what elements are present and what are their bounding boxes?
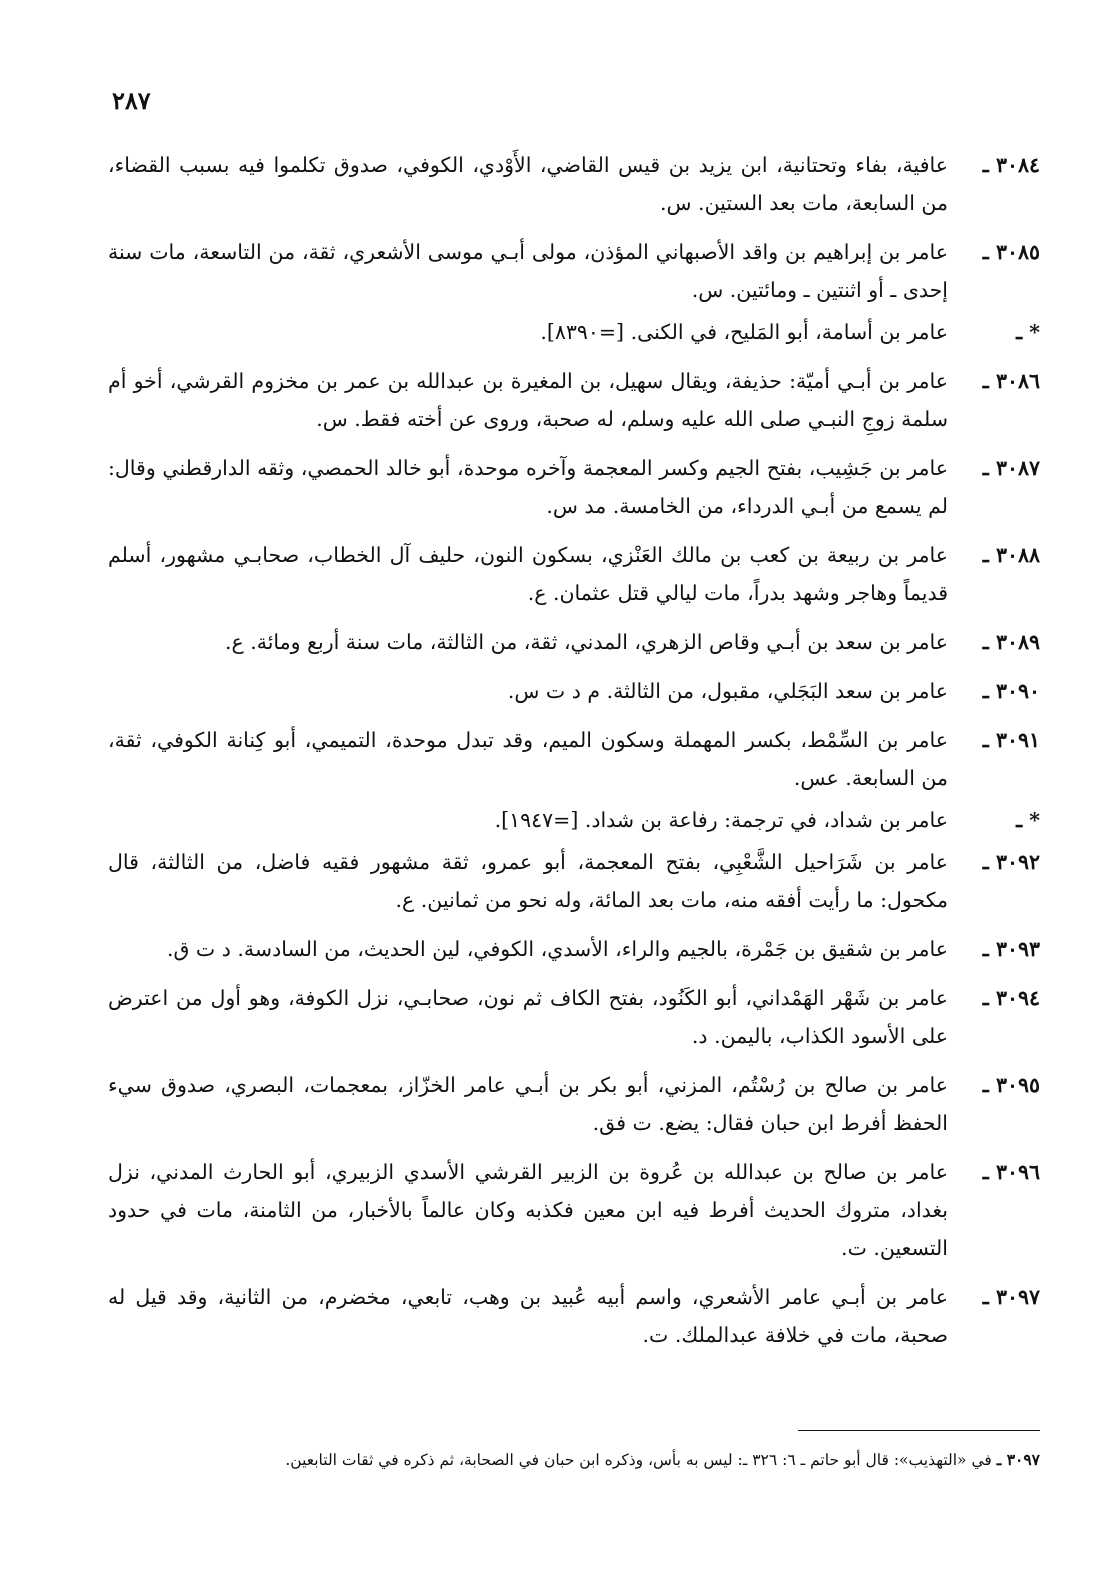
page-number: ٢٨٧ — [112, 86, 151, 115]
entry-3088 — [108, 536, 1040, 612]
entry-text: عامر بن أسامة، أبو المَليح، في الكنى. [=٨٣٩٠]. — [540, 320, 948, 344]
entry-text: عامر بن سعد البَجَلي، مقبول، من الثالثة. م د ت س. — [507, 679, 948, 703]
entry-number: ٣٠٩٦ ـ — [982, 1160, 1040, 1184]
entry-3096 — [108, 1153, 1040, 1267]
entry-star-marker: * ـ — [1016, 320, 1040, 344]
entry-3093 — [108, 930, 1040, 968]
entry-3084 — [108, 146, 1040, 222]
entry-number: ٣٠٩٤ ـ — [982, 986, 1040, 1010]
entry-3085 — [108, 233, 1040, 309]
entry-number: ٣٠٩٥ ـ — [982, 1073, 1040, 1097]
entry-number: ٣٠٨٥ ـ — [982, 240, 1040, 264]
entry-3089 — [108, 623, 1040, 661]
entry-number: ٣٠٨٤ ـ — [982, 153, 1040, 177]
entry-number: ٣٠٩٣ ـ — [982, 937, 1040, 961]
footnote — [120, 1446, 1040, 1474]
entry-text: عامر بن السِّمْط، بكسر المهملة وسكون الميم، وقد تبدل موحدة، التميمي، أبو كِنانة الكوفي، ثقة، من السابعة. عس. — [108, 728, 948, 790]
footnote-text: في «التهذيب»: قال أبو حاتم ـ ٦: ٣٢٦ ـ: ليس به بأس، وذكره ابن حبان في الصحابة، ثم ذكره في ثقات التابعين. — [285, 1451, 992, 1469]
entry-3092 — [108, 843, 1040, 919]
entry-text: عامر بن شقيق بن جَمْرة، بالجيم والراء، الأسدي، الكوفي، لين الحديث، من السادسة. د ت ق. — [166, 937, 948, 961]
entry-3097 — [108, 1278, 1040, 1354]
entry-number: ٣٠٨٨ ـ — [982, 543, 1040, 567]
entry-3086 — [108, 362, 1040, 438]
entry-3087 — [108, 449, 1040, 525]
cross-reference-entry — [108, 801, 1040, 839]
entry-number: ٣٠٩٧ ـ — [982, 1285, 1040, 1309]
entry-number: ٣٠٨٧ ـ — [982, 456, 1040, 480]
entry-number: ٣٠٩٢ ـ — [982, 850, 1040, 874]
entry-number: ٣٠٩١ ـ — [982, 728, 1040, 752]
entry-3094 — [108, 979, 1040, 1055]
footnote-number: ٣٠٩٧ ـ — [996, 1450, 1040, 1469]
entry-number: ٣٠٨٦ ـ — [982, 369, 1040, 393]
entry-text: عامر بن صالح بن عبدالله بن عُروة بن الزبير القرشي الأسدي الزبيري، أبو الحارث المدني، نزل بغداد، متروك الحديث أفرط فيه ابن معين فكذبه وكان عالماً بالأخبار، من الثامنة، مات في حدود التسعين. ت. — [108, 1160, 948, 1260]
entry-number: ٣٠٨٩ ـ — [982, 630, 1040, 654]
entry-text: عامر بن صالح بن رُسْتُم، المزني، أبو بكر بن أبـي عامر الخزّاز، بمعجمات، البصري، صدوق سيء الحفظ أفرط ابن حبان فقال: يضع. ت فق. — [108, 1073, 948, 1135]
entry-3091 — [108, 721, 1040, 797]
entries-list — [108, 146, 1040, 1365]
entry-3090 — [108, 672, 1040, 710]
entry-text: عامر بن شَهْر الهَمْداني، أبو الكَنُود، بفتح الكاف ثم نون، صحابـي، نزل الكوفة، وهو أول من اعترض على الأسود الكذاب، باليمن. د. — [108, 986, 948, 1048]
entry-text: عامر بن جَشِيب، بفتح الجيم وكسر المعجمة وآخره موحدة، أبو خالد الحمصي، وثقه الدارقطني وقال: لم يسمع من أبـي الدرداء، من الخامسة. مد س. — [108, 456, 948, 518]
entry-text: عامر بن أبـي عامر الأشعري، واسم أبيه عُبيد بن وهب، تابعي، مخضرم، من الثانية، وقد قيل له صحبة، مات في خلافة عبدالملك. ت. — [108, 1285, 948, 1347]
entry-3095 — [108, 1066, 1040, 1142]
footnote-separator — [798, 1430, 1040, 1431]
entry-text: عامر بن إبراهيم بن واقد الأصبهاني المؤذن، مولى أبـي موسى الأشعري، ثقة، من التاسعة، مات سنة إحدى ـ أو اثنتين ـ ومائتين. س. — [108, 240, 948, 302]
entry-text: عامر بن أبـي أميّة: حذيفة، ويقال سهيل، بن المغيرة بن عبدالله بن عمر بن مخزوم القرشي، أخو أم سلمة زوجِ النبـي صلى الله عليه وسلم، له صحبة، وروى عن أخته فقط. س. — [108, 369, 948, 431]
entry-star-marker: * ـ — [1016, 808, 1040, 832]
cross-reference-entry — [108, 313, 1040, 351]
entry-text: عافية، بفاء وتحتانية، ابن يزيد بن قيس القاضي، الأَوْدي، الكوفي، صدوق تكلموا فيه بسبب القضاء، من السابعة، مات بعد الستين. س. — [108, 153, 948, 215]
entry-text: عامر بن سعد بن أبـي وقاص الزهري، المدني، ثقة، من الثالثة، مات سنة أربع ومائة. ع. — [224, 630, 948, 654]
entry-number: ٣٠٩٠ ـ — [982, 679, 1040, 703]
entry-text: عامر بن ربيعة بن كعب بن مالك العَنْزي، بسكون النون، حليف آل الخطاب، صحابـي مشهور، أسلم قديماً وهاجر وشهد بدراً، مات ليالي قتل عثمان. ع. — [108, 543, 948, 605]
entry-text: عامر بن شداد، في ترجمة: رفاعة بن شداد. [=١٩٤٧]. — [494, 808, 948, 832]
entry-text: عامر بن شَرَاحيل الشَّعْبِي، بفتح المعجمة، أبو عمرو، ثقة مشهور فقيه فاضل، من الثالثة، قال مكحول: ما رأيت أفقه منه، مات بعد المائة، وله نحو من ثمانين. ع. — [108, 850, 948, 912]
